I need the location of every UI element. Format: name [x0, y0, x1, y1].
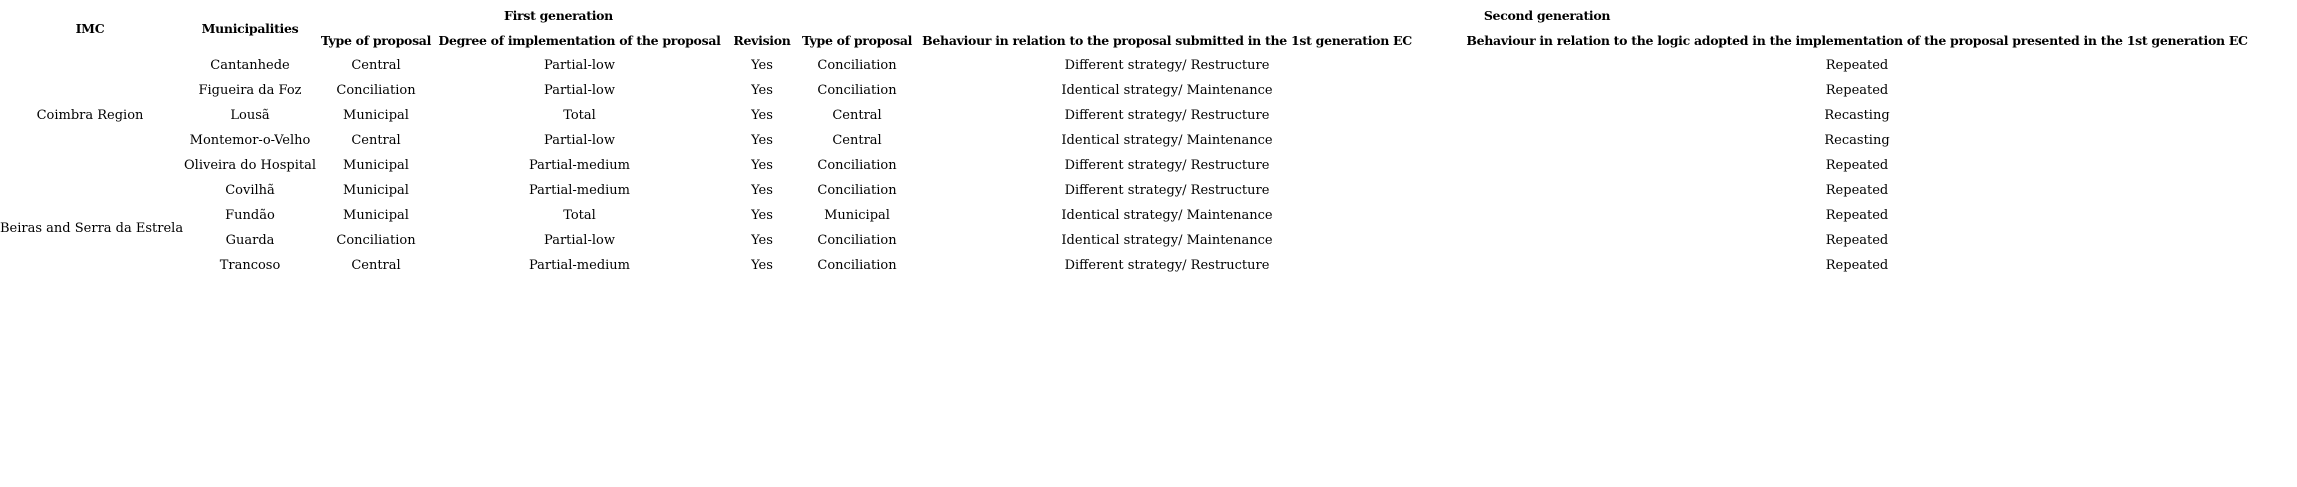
- table-row: [0, 203, 2297, 228]
- cell-municipality: Trancoso: [219, 258, 281, 273]
- cell-fg-degree: Total: [563, 108, 596, 123]
- cell-fg-revision: Yes: [751, 133, 773, 148]
- cell-fg-degree: Partial-medium: [528, 258, 630, 273]
- table-row: [0, 178, 2297, 203]
- cell-fg-revision: Yes: [751, 208, 773, 223]
- group-header-second-generation: Second generation: [1483, 8, 1611, 23]
- cell-fg-revision: Yes: [751, 58, 773, 73]
- cell-municipality: Lousã: [230, 108, 270, 123]
- cell-sg-type: Conciliation: [817, 258, 897, 273]
- cell-sg-behaviour-proposal: Identical strategy/ Maintenance: [1061, 133, 1273, 148]
- cell-municipality: Montemor-o-Velho: [189, 133, 311, 148]
- cell-sg-type: Conciliation: [817, 233, 897, 248]
- cell-municipality: Guarda: [225, 233, 275, 248]
- cell-imc-group: Beiras and Serra da Estrela: [0, 220, 184, 236]
- cell-sg-type: Conciliation: [817, 158, 897, 173]
- table-row: [0, 103, 2297, 128]
- cell-municipality: Covilhã: [225, 183, 275, 198]
- cell-sg-type: Conciliation: [817, 58, 897, 73]
- cell-fg-degree: Partial-low: [544, 233, 615, 248]
- cell-fg-type: Central: [351, 58, 401, 73]
- cell-fg-degree: Total: [563, 208, 596, 223]
- cell-sg-type: Conciliation: [817, 183, 897, 198]
- imc-proposals-table: [0, 3, 2297, 278]
- cell-imc-group: Coimbra Region: [36, 108, 144, 123]
- table-row: [0, 53, 2297, 78]
- table-row: [0, 128, 2297, 153]
- cell-sg-behaviour-logic: Repeated: [1825, 233, 1889, 248]
- cell-municipality: Fundão: [225, 208, 275, 223]
- cell-sg-type: Central: [832, 108, 882, 123]
- col-header-fg-degree: Degree of implementation of the proposal: [438, 33, 721, 48]
- cell-sg-behaviour-proposal: Different strategy/ Restructure: [1064, 158, 1270, 173]
- cell-sg-behaviour-logic: Repeated: [1825, 158, 1889, 173]
- cell-sg-behaviour-proposal: Different strategy/ Restructure: [1064, 58, 1270, 73]
- cell-fg-type: Municipal: [343, 208, 409, 223]
- cell-fg-type: Conciliation: [336, 83, 416, 98]
- cell-sg-type: Conciliation: [817, 83, 897, 98]
- cell-fg-type: Central: [351, 258, 401, 273]
- group-header-first-generation: First generation: [504, 8, 613, 23]
- cell-municipality: Oliveira do Hospital: [184, 158, 316, 173]
- cell-sg-behaviour-logic: Repeated: [1825, 58, 1889, 73]
- cell-fg-degree: Partial-medium: [528, 158, 630, 173]
- cell-fg-degree: Partial-medium: [528, 183, 630, 198]
- col-header-sg-behaviour-proposal: Behaviour in relation to the proposal submitted in the 1st generation EC: [922, 33, 1412, 48]
- cell-sg-behaviour-proposal: Different strategy/ Restructure: [1064, 258, 1270, 273]
- cell-sg-type: Central: [832, 133, 882, 148]
- table-row: [0, 253, 2297, 278]
- cell-municipality: Cantanhede: [210, 58, 290, 73]
- col-header-municipalities: Municipalities: [201, 20, 299, 36]
- cell-fg-revision: Yes: [751, 183, 773, 198]
- cell-municipality: Figueira da Foz: [198, 83, 302, 98]
- cell-sg-behaviour-logic: Repeated: [1825, 208, 1889, 223]
- cell-sg-type: Municipal: [824, 208, 890, 223]
- cell-fg-type: Conciliation: [336, 233, 416, 248]
- cell-sg-behaviour-logic: Recasting: [1824, 133, 1890, 148]
- table-row: [0, 153, 2297, 178]
- col-header-sg-type: Type of proposal: [801, 33, 913, 48]
- col-header-imc: IMC: [75, 20, 105, 36]
- col-header-fg-revision: Revision: [733, 33, 791, 48]
- cell-fg-type: Municipal: [343, 183, 409, 198]
- table-row: [0, 78, 2297, 103]
- cell-fg-type: Municipal: [343, 108, 409, 123]
- cell-fg-degree: Partial-low: [544, 58, 615, 73]
- col-header-sg-behaviour-logic: Behaviour in relation to the logic adopted in the implementation of the proposal presented in the 1st generation EC: [1466, 33, 2248, 48]
- cell-sg-behaviour-proposal: Different strategy/ Restructure: [1064, 108, 1270, 123]
- cell-sg-behaviour-proposal: Identical strategy/ Maintenance: [1061, 233, 1273, 248]
- header-row-columns: [0, 28, 2297, 53]
- cell-sg-behaviour-logic: Repeated: [1825, 83, 1889, 98]
- col-header-fg-type: Type of proposal: [320, 33, 432, 48]
- cell-fg-type: Central: [351, 133, 401, 148]
- cell-fg-revision: Yes: [751, 158, 773, 173]
- cell-sg-behaviour-logic: Recasting: [1824, 108, 1890, 123]
- cell-fg-revision: Yes: [751, 108, 773, 123]
- table-row: [0, 228, 2297, 253]
- header-row-groups: [0, 3, 2297, 28]
- cell-sg-behaviour-proposal: Identical strategy/ Maintenance: [1061, 83, 1273, 98]
- cell-fg-revision: Yes: [751, 83, 773, 98]
- cell-sg-behaviour-logic: Repeated: [1825, 258, 1889, 273]
- cell-sg-behaviour-proposal: Different strategy/ Restructure: [1064, 183, 1270, 198]
- cell-fg-revision: Yes: [751, 258, 773, 273]
- cell-fg-revision: Yes: [751, 233, 773, 248]
- cell-fg-type: Municipal: [343, 158, 409, 173]
- cell-sg-behaviour-proposal: Identical strategy/ Maintenance: [1061, 208, 1273, 223]
- cell-sg-behaviour-logic: Repeated: [1825, 183, 1889, 198]
- cell-fg-degree: Partial-low: [544, 133, 615, 148]
- cell-fg-degree: Partial-low: [544, 83, 615, 98]
